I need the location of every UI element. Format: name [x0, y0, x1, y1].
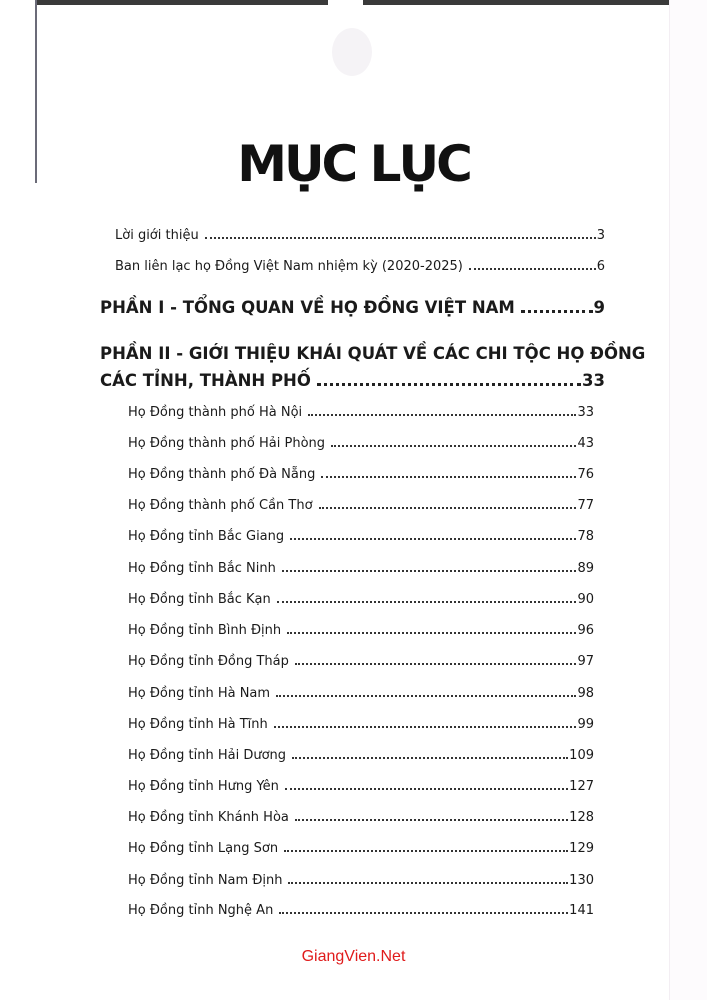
dot-leader — [290, 538, 576, 540]
toc-entry-label: Họ Đồng thành phố Cần Thơ — [128, 498, 313, 513]
toc-part-heading — [100, 298, 605, 317]
toc-entry-page: 76 — [577, 467, 594, 482]
toc-entry — [128, 592, 594, 607]
dot-leader — [321, 476, 576, 478]
dot-leader — [521, 310, 593, 313]
toc-part-heading — [100, 371, 605, 390]
page-title: MỤC LỤC — [237, 135, 470, 193]
toc-entry-page: 128 — [569, 810, 594, 825]
toc-entry-label: Ban liên lạc họ Đồng Việt Nam nhiệm kỳ (2020-2025) — [115, 259, 463, 274]
toc-entry-label: Họ Đồng tỉnh Bình Định — [128, 623, 282, 638]
dot-leader — [319, 507, 577, 509]
toc-entry — [128, 436, 594, 451]
dot-leader — [284, 850, 568, 852]
toc-entry-label: Họ Đồng tỉnh Lạng Sơn — [128, 841, 279, 856]
toc-entry — [128, 529, 594, 544]
photo-background-strip — [363, 0, 669, 5]
dot-leader — [279, 912, 568, 914]
toc-entry — [128, 467, 594, 482]
toc-entry — [128, 686, 594, 701]
toc-entry — [128, 873, 594, 888]
toc-entry-page: 129 — [569, 841, 594, 856]
show-through-emblem — [332, 28, 372, 76]
toc-entry-label: Họ Đồng thành phố Đà Nẵng — [128, 467, 316, 482]
dot-leader — [469, 268, 596, 270]
toc-entry — [128, 561, 594, 576]
dot-leader — [288, 882, 568, 884]
toc-entry-label: Họ Đồng tỉnh Hải Dương — [128, 748, 287, 763]
part-title-line-2: CÁC TỈNH, THÀNH PHỐ — [100, 371, 311, 390]
watermark-link[interactable]: GiangVien.Net — [301, 948, 406, 965]
toc-entry-label: Họ Đồng tỉnh Bắc Kạn — [128, 592, 271, 607]
toc-entry-page: 78 — [577, 529, 594, 544]
toc-entry — [128, 903, 594, 918]
toc-entry-label: Họ Đồng tỉnh Nghệ An — [128, 903, 274, 918]
dot-leader — [287, 632, 576, 634]
toc-entry-page: 89 — [577, 561, 594, 576]
toc-entry-label: Họ Đồng thành phố Hải Phòng — [128, 436, 326, 451]
dot-leader — [295, 819, 568, 821]
toc-entry-page: 130 — [569, 873, 594, 888]
toc-entry — [115, 228, 605, 243]
toc-entry-page: 97 — [577, 654, 594, 669]
dot-leader — [292, 757, 568, 759]
toc-entry — [128, 498, 594, 513]
toc-entry-label: Họ Đồng tỉnh Nam Định — [128, 873, 283, 888]
toc-entry-page: 141 — [569, 903, 594, 918]
dot-leader — [274, 726, 577, 728]
toc-entry — [128, 779, 594, 794]
toc-entry — [115, 259, 605, 274]
dot-leader — [205, 237, 596, 239]
toc-entry — [128, 717, 594, 732]
part-title-line-1: PHẦN II - GIỚI THIỆU KHÁI QUÁT VỀ CÁC CHI TỘC HỌ ĐỒNG — [100, 344, 646, 363]
dot-leader — [276, 695, 576, 697]
toc-entry-label: Họ Đồng tỉnh Hà Nam — [128, 686, 271, 701]
toc-entry-label: Họ Đồng tỉnh Bắc Ninh — [128, 561, 276, 576]
dot-leader — [285, 788, 568, 790]
toc-entry-page: 43 — [577, 436, 594, 451]
toc-entry-label: Họ Đồng tỉnh Bắc Giang — [128, 529, 285, 544]
photo-background-strip — [36, 0, 328, 5]
part-page: 9 — [593, 298, 605, 317]
toc-entry — [128, 841, 594, 856]
toc-entry-page: 96 — [577, 623, 594, 638]
part-page: 33 — [582, 371, 605, 390]
toc-entry — [128, 810, 594, 825]
toc-entry — [128, 405, 594, 420]
part-title: PHẦN I - TỔNG QUAN VỀ HỌ ĐỒNG VIỆT NAM — [100, 298, 515, 317]
dot-leader — [331, 445, 576, 447]
toc-entry-page: 77 — [577, 498, 594, 513]
dot-leader — [308, 414, 576, 416]
toc-entry-label: Họ Đồng tỉnh Hà Tĩnh — [128, 717, 268, 732]
toc-entry-page: 127 — [569, 779, 594, 794]
toc-entry-label: Họ Đồng thành phố Hà Nội — [128, 405, 303, 420]
toc-entry-label: Họ Đồng tỉnh Khánh Hòa — [128, 810, 289, 825]
toc-entry-label: Họ Đồng tỉnh Đồng Tháp — [128, 654, 289, 669]
dot-leader — [295, 663, 577, 665]
toc-entry-label: Lời giới thiệu — [115, 228, 199, 243]
dot-leader — [317, 383, 581, 386]
toc-entry-page: 109 — [569, 748, 594, 763]
toc-entry-page: 99 — [577, 717, 594, 732]
toc-entry — [128, 654, 594, 669]
toc-entry-page: 90 — [577, 592, 594, 607]
toc-entry-page: 98 — [577, 686, 594, 701]
toc-entry — [128, 623, 594, 638]
toc-entry-page: 33 — [577, 405, 594, 420]
toc-entry-page: 6 — [596, 259, 605, 274]
toc-entry-page: 3 — [596, 228, 605, 243]
dot-leader — [277, 601, 577, 603]
dot-leader — [282, 570, 577, 572]
toc-entry-label: Họ Đồng tỉnh Hưng Yên — [128, 779, 279, 794]
toc-entry — [128, 748, 594, 763]
